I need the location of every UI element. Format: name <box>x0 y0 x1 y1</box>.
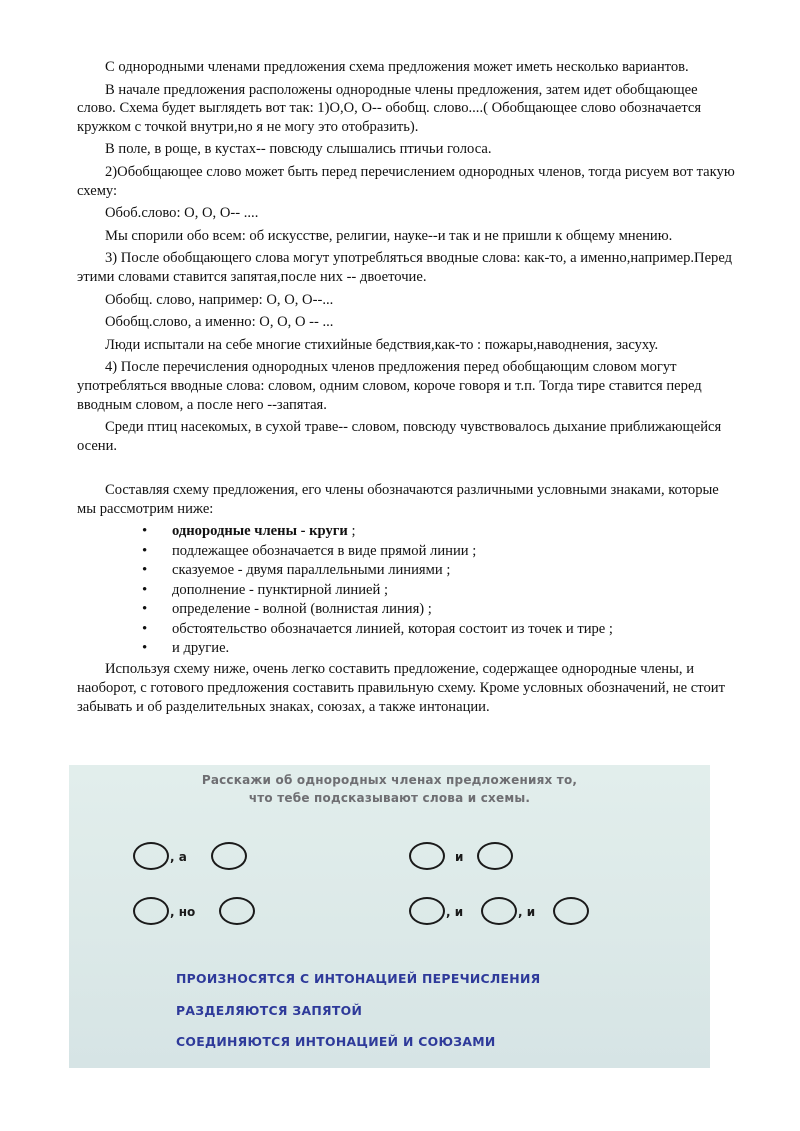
paragraph: Используя схему ниже, очень легко составить предложение, содержащее однородные члены, и наоборот, с готового предложения составить правильную схему. Кроме условных обозначений, не стоит забывать и об разделительных знаках, союзах, а также интонации. <box>77 661 725 715</box>
example-sentence: В поле, в роще, в кустах-- повсюду слышались птичьи голоса. <box>105 141 492 158</box>
list-item: • определение - волной (волнистая линия) ; <box>77 600 737 619</box>
homogeneous-member-circle <box>219 897 255 925</box>
list-item: • дополнение - пунктирной линией ; <box>77 581 737 600</box>
scheme-line: Обобщ. слово, например: О, О, О--... <box>105 291 334 308</box>
conjunction-label: , а <box>170 850 187 864</box>
example-sentence: Люди испытали на себе многие стихийные бедствия,как-то : пожары,наводнения, засуху. <box>105 336 659 353</box>
list-item: • и другие. <box>77 639 737 658</box>
list-item: • обстоятельство обозначается линией, которая состоит из точек и тире ; <box>77 620 737 639</box>
homogeneous-member-circle <box>477 842 513 870</box>
paragraph: Составляя схему предложения, его члены обозначаются различными условными знаками, которые мы рассмотрим ниже: <box>77 482 719 517</box>
homogeneous-member-circle <box>133 842 169 870</box>
document-text <box>77 58 737 720</box>
homogeneous-member-circle <box>409 897 445 925</box>
figure-title-line: что тебе подсказывают слова и схемы. <box>248 791 531 805</box>
scheme-figure <box>69 765 710 1068</box>
paragraph: 4) После перечисления однородных членов предложения перед обобщающим словом могут употребляться вводные слова: словом, одним словом, короче говоря и т.п. Тогда тире ставится перед вводным словом, а после него --запятая. <box>77 359 702 413</box>
answer-option: РАЗДЕЛЯЮТСЯ ЗАПЯТОЙ <box>176 1003 363 1018</box>
figure-title <box>69 771 710 807</box>
figure-title-line: Расскажи об однородных членах предложениях то, <box>201 773 578 787</box>
list-item <box>77 522 737 541</box>
paragraph: С однородными членами предложения схема предложения может иметь несколько вариантов. <box>105 59 689 75</box>
homogeneous-member-circle <box>481 897 517 925</box>
homogeneous-member-circle <box>553 897 589 925</box>
conjunction-label: , и <box>446 905 464 919</box>
list-item-bold: однородные члены - круги <box>172 523 348 540</box>
paragraph: 3) После обобщающего слова могут употребляться вводные слова: как-то, а именно,например.Перед этими словами ставится запятая,после них -- двоеточие. <box>77 250 733 285</box>
conjunction-label: , но <box>170 905 196 919</box>
scheme-line: Обоб.слово: О, О, О-- .... <box>105 205 259 222</box>
conjunction-label: и <box>455 850 464 864</box>
example-sentence: Среди птиц насекомых, в сухой траве-- словом, повсюду чувствовалось дыхание приближающейся осени. <box>77 419 722 454</box>
list-item: • сказуемое - двумя параллельными линиями ; <box>77 561 737 580</box>
homogeneous-member-circle <box>409 842 445 870</box>
symbol-list <box>77 522 737 658</box>
example-sentence: Мы спорили обо всем: об искусстве, религии, науке--и так и не пришли к общему мнению. <box>105 227 673 244</box>
scheme-line: Обобщ.слово, а именно: О, О, О -- ... <box>105 314 334 331</box>
paragraph: 2)Обобщающее слово может быть перед перечислением однородных членов, тогда рисуем вот такую схему: <box>77 163 735 199</box>
homogeneous-member-circle <box>133 897 169 925</box>
answer-option: СОЕДИНЯЮТСЯ ИНТОНАЦИЕЙ И СОЮЗАМИ <box>176 1034 496 1049</box>
answer-option: ПРОИЗНОСЯТСЯ С ИНТОНАЦИЕЙ ПЕРЕЧИСЛЕНИЯ <box>176 971 541 986</box>
list-item-text: ; <box>347 523 356 540</box>
homogeneous-member-circle <box>211 842 247 870</box>
conjunction-label: , и <box>518 905 536 919</box>
list-item: • подлежащее обозначается в виде прямой линии ; <box>77 542 737 561</box>
paragraph: В начале предложения расположены однородные члены предложения, затем идет обобщающее слово. Схема будет выглядеть вот так: 1)О,О, О-- обобщ. слово....( Обобщающее слово обозначается кружком с точкой внутри,но я не могу это отобразить). <box>77 81 702 135</box>
